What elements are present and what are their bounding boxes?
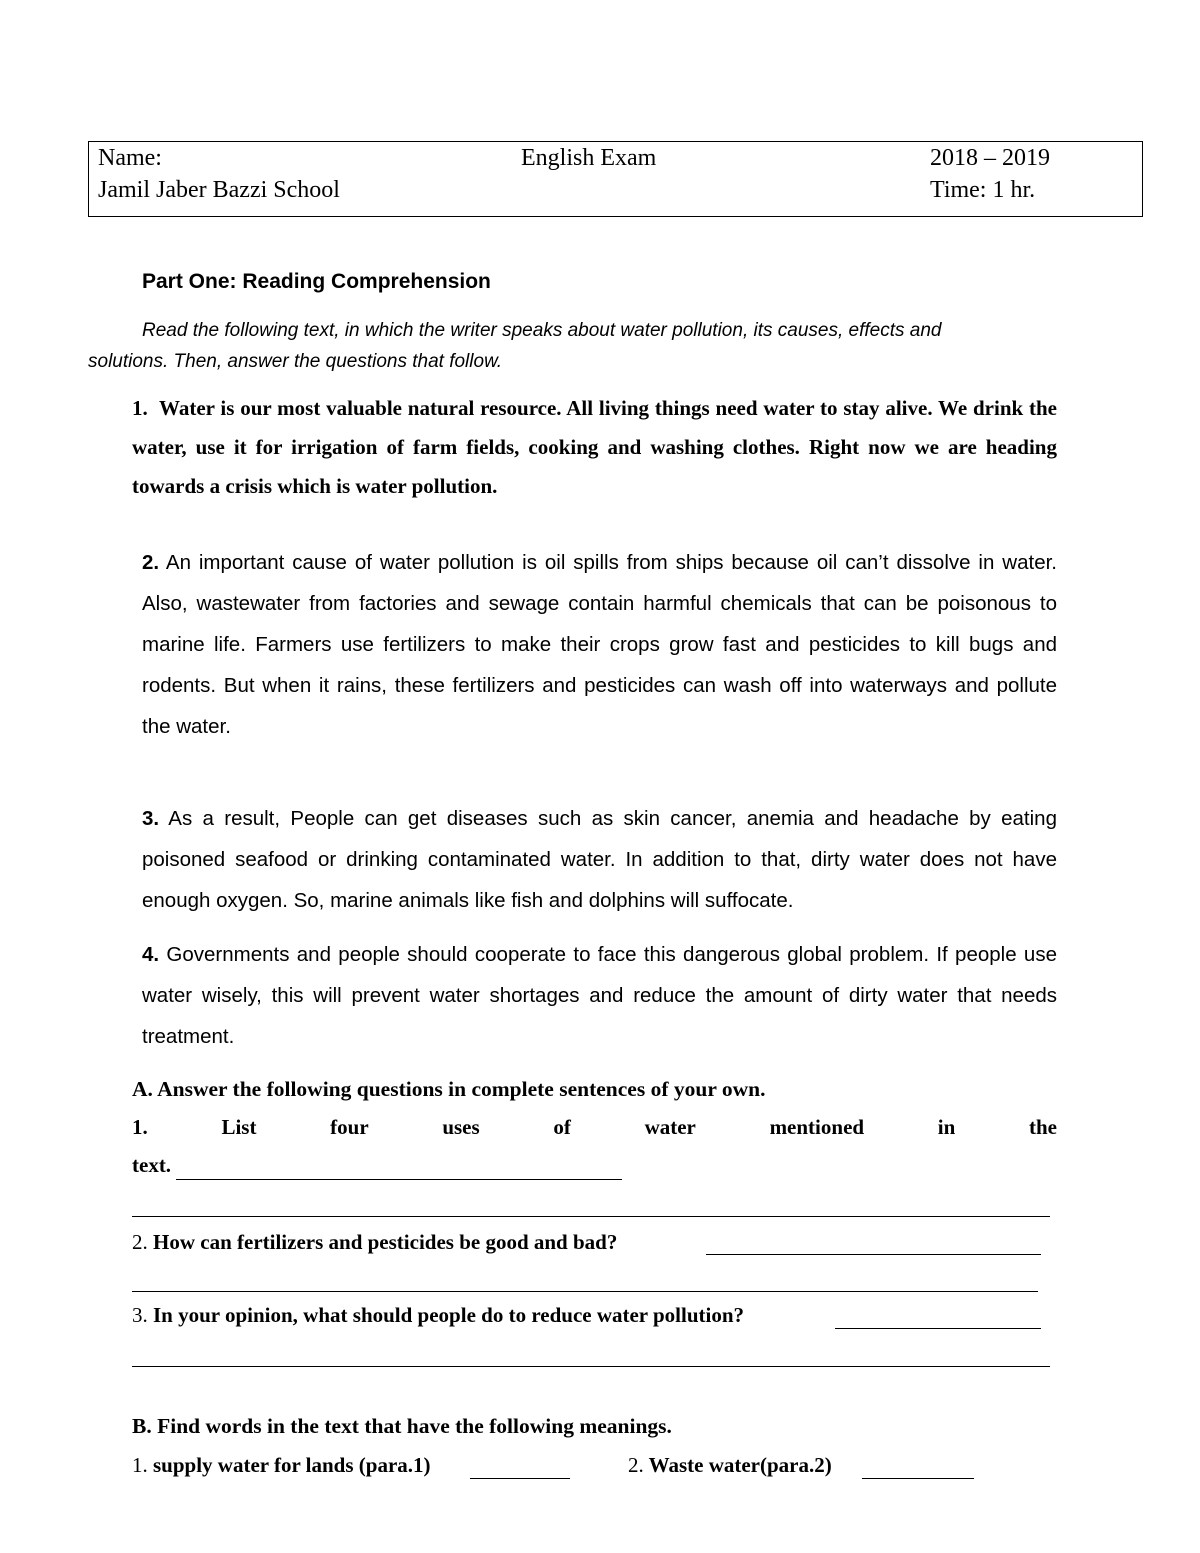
meaning-answer-line-1[interactable]: [470, 1478, 570, 1479]
answer-line-2a[interactable]: [706, 1254, 1041, 1255]
paragraph-3-text: As a result, People can get diseases such as skin cancer, anemia and headache by eating poisoned seafood or drinking contaminated water. In addition to that, dirty water does not have enough oxygen. So, marine animals like fish and dolphins will suffocate.: [142, 807, 1057, 912]
question-1-word: four: [330, 1115, 369, 1139]
question-1-word: water: [644, 1115, 696, 1139]
paragraph-4-text: Governments and people should cooperate to face this dangerous global problem. If people use water wisely, this will prevent water shortages and reduce the amount of dirty water that needs treatment.: [142, 943, 1057, 1048]
exam-time: Time: 1 hr.: [930, 177, 1036, 203]
paragraph-1: [132, 389, 1057, 506]
question-2-number: 2.: [132, 1230, 148, 1254]
question-1-word: List: [221, 1115, 257, 1139]
question-1-word: of: [553, 1115, 571, 1139]
meaning-item-1: [132, 1453, 431, 1478]
question-1-word: mentioned: [769, 1115, 865, 1139]
question-1-word: the: [1028, 1115, 1057, 1139]
answer-line-3b[interactable]: [132, 1366, 1050, 1367]
paragraph-3-number: 3.: [142, 807, 160, 830]
name-label: Name:: [98, 145, 162, 171]
part-one-title: Part One: Reading Comprehension: [142, 270, 491, 293]
question-3-number: 3.: [132, 1303, 148, 1327]
section-a-title: A. Answer the following questions in complete sentences of your own.: [132, 1077, 766, 1101]
paragraph-2: [142, 542, 1057, 747]
paragraph-1-text: Water is our most valuable natural resource. All living things need water to stay alive. We drink the water, use it for irrigation of farm fields, cooking and washing clothes. Right now we are heading towards a crisis which is water pollution.: [132, 396, 1057, 498]
meaning-item-1-text: supply water for lands (para.1): [153, 1453, 431, 1477]
paragraph-2-number: 2.: [142, 551, 160, 574]
question-1-words: [132, 1115, 1057, 1140]
question-2: [132, 1230, 617, 1255]
exam-title: English Exam: [521, 145, 657, 171]
answer-line-3a[interactable]: [835, 1328, 1041, 1329]
paragraph-4-number: 4.: [142, 943, 160, 966]
question-2-text: How can fertilizers and pesticides be good and bad?: [153, 1230, 618, 1254]
school-name: Jamil Jaber Bazzi School: [98, 177, 340, 203]
meaning-item-1-number: 1.: [132, 1453, 148, 1477]
question-3: [132, 1303, 744, 1328]
answer-line-1a[interactable]: [176, 1179, 622, 1180]
paragraph-1-number: 1.: [132, 396, 148, 420]
answer-line-1b[interactable]: [132, 1216, 1050, 1217]
question-1: [132, 1115, 1057, 1140]
question-1-continuation: text.: [132, 1153, 172, 1177]
question-3-text: In your opinion, what should people do to reduce water pollution?: [153, 1303, 745, 1327]
question-1-word: uses: [442, 1115, 480, 1139]
meaning-item-2-number: 2.: [628, 1453, 644, 1477]
answer-line-2b[interactable]: [132, 1291, 1038, 1292]
paragraph-4: [142, 934, 1057, 1057]
question-1-number: 1.: [132, 1115, 148, 1139]
meaning-item-2-text: Waste water(para.2): [648, 1453, 832, 1477]
paragraph-3: [142, 798, 1057, 921]
school-year: 2018 – 2019: [930, 145, 1050, 171]
paragraph-2-text: An important cause of water pollution is oil spills from ships because oil can’t dissolve in water. Also, wastewater from factories and sewage contain harmful chemicals that can be poisonous to marine life. Farmers use fertilizers to make their crops grow fast and pesticides to kill bugs and rodents. But when it rains, these fertilizers and pesticides can wash off into waterways and pollute the water.: [142, 551, 1057, 738]
instruction-line-2: solutions. Then, answer the questions that follow.: [88, 351, 503, 372]
instruction-line-1: Read the following text, in which the writer speaks about water pollution, its causes, effects and: [142, 320, 942, 341]
meaning-answer-line-2[interactable]: [862, 1478, 974, 1479]
section-b-title: B. Find words in the text that have the following meanings.: [132, 1414, 672, 1438]
question-1-word: in: [937, 1115, 956, 1139]
meaning-item-2: [628, 1453, 832, 1478]
